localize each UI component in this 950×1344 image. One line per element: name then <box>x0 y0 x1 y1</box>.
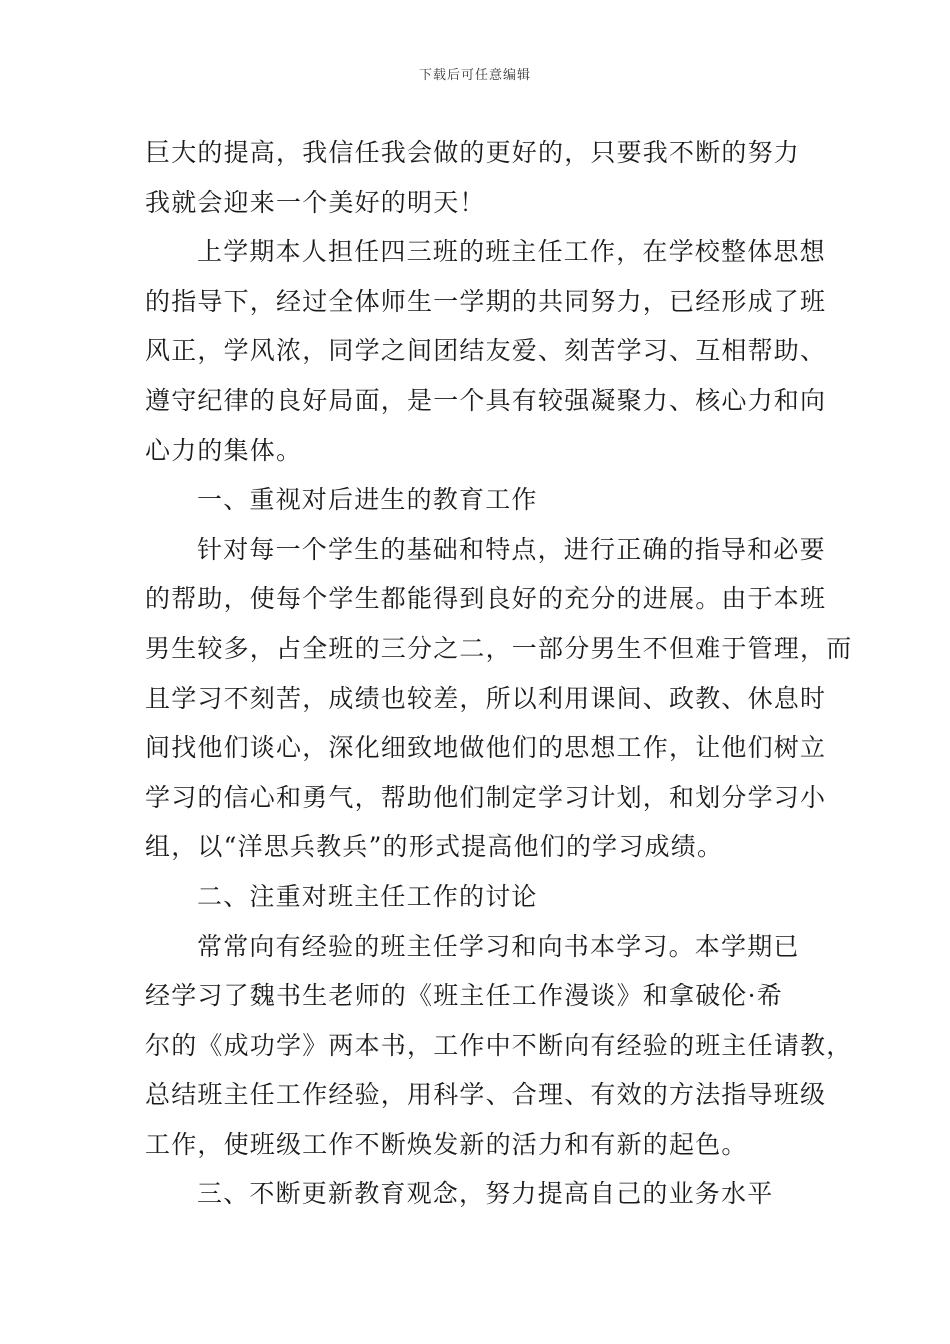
heading-line: 三、不断更新教育观念，努力提高自己的业务水平 <box>197 1179 774 1209</box>
heading-line: 一、重视对后进生的教育工作 <box>197 485 538 515</box>
text-line: 组，以“洋思兵教兵”的形式提高他们的学习成绩。 <box>145 832 724 862</box>
text-line: 尔的《成功学》两本书，工作中不断向有经验的班主任请教， <box>145 1030 853 1060</box>
text-line: 心力的集体。 <box>145 435 303 465</box>
text-line: 总结班主任工作经验，用科学、合理、有效的方法指导班级 <box>145 1080 827 1110</box>
text-line: 且学习不刻苦，成绩也较差，所以利用课间、政教、休息时 <box>145 683 827 713</box>
text-line: 巨大的提高，我信任我会做的更好的，只要我不断的努力 <box>145 138 801 167</box>
text-line: 遵守纪律的良好局面，是一个具有较强凝聚力、核心力和向 <box>145 385 827 415</box>
text-line: 风正，学风浓，同学之间团结友爱、刻苦学习、互相帮助、 <box>145 336 827 366</box>
text-line: 经学习了魏书生老师的《班主任工作漫谈》和拿破伦·希 <box>145 981 783 1011</box>
text-line: 针对每一个学生的基础和特点，进行正确的指导和必要 <box>197 534 826 564</box>
text-line: 男生较多，占全班的三分之二，一部分男生不但难于管理，而 <box>145 633 853 663</box>
text-line: 学习的信心和勇气，帮助他们制定学习计划，和划分学习小 <box>145 782 827 812</box>
text-line: 的指导下，经过全体师生一学期的共同努力，已经形成了班 <box>145 286 827 316</box>
section-heading <box>145 872 813 922</box>
paragraph <box>145 128 813 227</box>
section-heading <box>145 1169 813 1219</box>
text-line: 工作，使班级工作不断焕发新的活力和有新的起色。 <box>145 1129 748 1159</box>
heading-line: 二、注重对班主任工作的讨论 <box>197 881 538 911</box>
paragraph <box>145 525 853 872</box>
paragraph <box>145 227 827 475</box>
text-line: 上学期本人担任四三班的班主任工作，在学校整体思想 <box>197 237 826 267</box>
text-line: 的帮助，使每个学生都能得到良好的充分的进展。由于本班 <box>145 584 827 614</box>
page-header: 下载后可任意编辑 <box>418 68 531 83</box>
text-line: 我就会迎来一个美好的明天！ <box>145 187 486 217</box>
text-line: 常常向有经验的班主任学习和向书本学习。本学期已 <box>197 931 800 961</box>
text-line: 间找他们谈心，深化细致地做他们的思想工作，让他们树立 <box>145 733 827 763</box>
section-heading <box>145 475 813 525</box>
document-body <box>145 128 853 1219</box>
paragraph <box>145 922 853 1170</box>
